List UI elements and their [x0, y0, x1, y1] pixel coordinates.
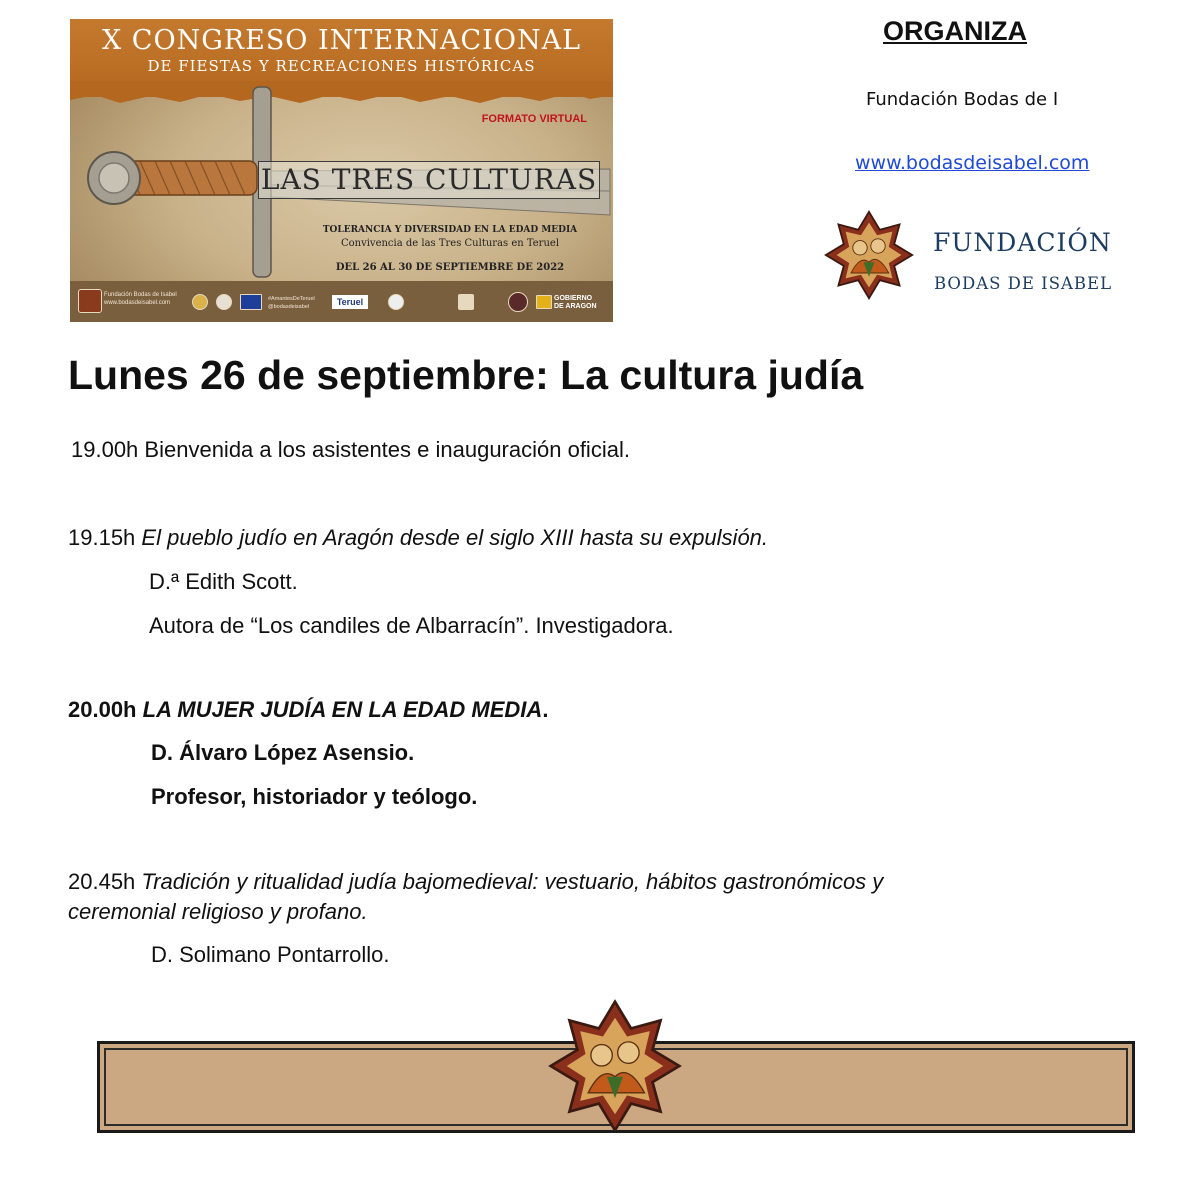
organizer-website-link[interactable]: www.bodasdeisabel.com	[855, 152, 1090, 174]
sponsor-logo	[388, 294, 404, 310]
fundacion-star-logo-icon	[824, 210, 914, 300]
banner-star-logo-icon	[548, 999, 682, 1133]
organizer-name: Fundación Bodas de I	[866, 89, 1059, 110]
poster-format: FORMATO VIRTUAL	[481, 113, 587, 125]
fundacion-logo-text1: FUNDACIÓN	[933, 228, 1112, 257]
item-title: El pueblo judío en Aragón desde el siglo XIII hasta su expulsión.	[141, 525, 769, 550]
poster-title-line2: DE FIESTAS Y RECREACIONES HISTÓRICAS	[147, 57, 536, 75]
poster-footer-gobierno: GOBIERNO DE ARAGON	[554, 295, 597, 310]
item-role: Profesor, historiador y teólogo.	[151, 784, 478, 809]
item-title-line1: Tradición y ritualidad judía bajomedieval: vestuario, hábitos gastronómicos y	[141, 869, 884, 894]
sponsor-logo	[216, 294, 232, 310]
item-text: Bienvenida a los asistentes e inauguración oficial.	[144, 437, 630, 462]
poster-subtitle2: Convivencia de las Tres Culturas en Teruel	[340, 238, 560, 249]
sponsor-logo	[458, 294, 474, 310]
item-time: 19.00h	[71, 437, 139, 462]
poster-main-title: LAS TRES CULTURAS	[258, 161, 600, 199]
item-title: LA MUJER JUDÍA EN LA EDAD MEDIA	[142, 697, 543, 722]
eu-flag-icon	[240, 294, 262, 310]
item-title-end: .	[542, 697, 549, 722]
item-title-line2: ceremonial religioso y profano.	[68, 899, 368, 924]
program-item-2045	[68, 869, 883, 895]
organiza-heading: ORGANIZA	[883, 16, 1027, 46]
sponsor-logo	[508, 292, 528, 312]
item-time: 20.45h	[68, 869, 136, 894]
fundacion-logo-text2: BODAS DE ISABEL	[934, 274, 1113, 293]
day-title: Lunes 26 de septiembre: La cultura judía	[68, 352, 864, 398]
item-speaker: D.ª Edith Scott.	[149, 569, 298, 594]
program-item-1915	[68, 525, 768, 551]
sponsor-logo	[192, 294, 208, 310]
item-speaker: D. Álvaro López Asensio.	[151, 740, 415, 765]
item-role: Autora de “Los candiles de Albarracín”. Investigadora.	[149, 613, 674, 638]
item-speaker: D. Solimano Pontarrollo.	[151, 942, 390, 967]
aragon-flag-icon	[536, 295, 552, 309]
poster-dates: DEL 26 AL 30 DE SEPTIEMBRE DE 2022	[335, 262, 565, 273]
congress-poster	[70, 19, 613, 322]
program-item-1900	[71, 437, 630, 463]
sponsor-logo	[78, 289, 102, 313]
poster-footer-org: Fundación Bodas de Isabel www.bodasdeisabel.com	[104, 292, 177, 306]
poster-footer-teruel: Teruel	[332, 295, 368, 309]
poster-footer-social: #AmantesDeTeruel @bodasdeisabel	[268, 296, 315, 310]
program-item-2000	[68, 697, 548, 723]
item-time: 19.15h	[68, 525, 136, 550]
poster-subtitle1: TOLERANCIA Y DIVERSIDAD EN LA EDAD MEDIA	[322, 225, 578, 235]
poster-title-line1: X CONGRESO INTERNACIONAL	[101, 25, 582, 56]
poster-sponsor-strip	[70, 281, 613, 322]
item-time: 20.00h	[68, 697, 137, 722]
